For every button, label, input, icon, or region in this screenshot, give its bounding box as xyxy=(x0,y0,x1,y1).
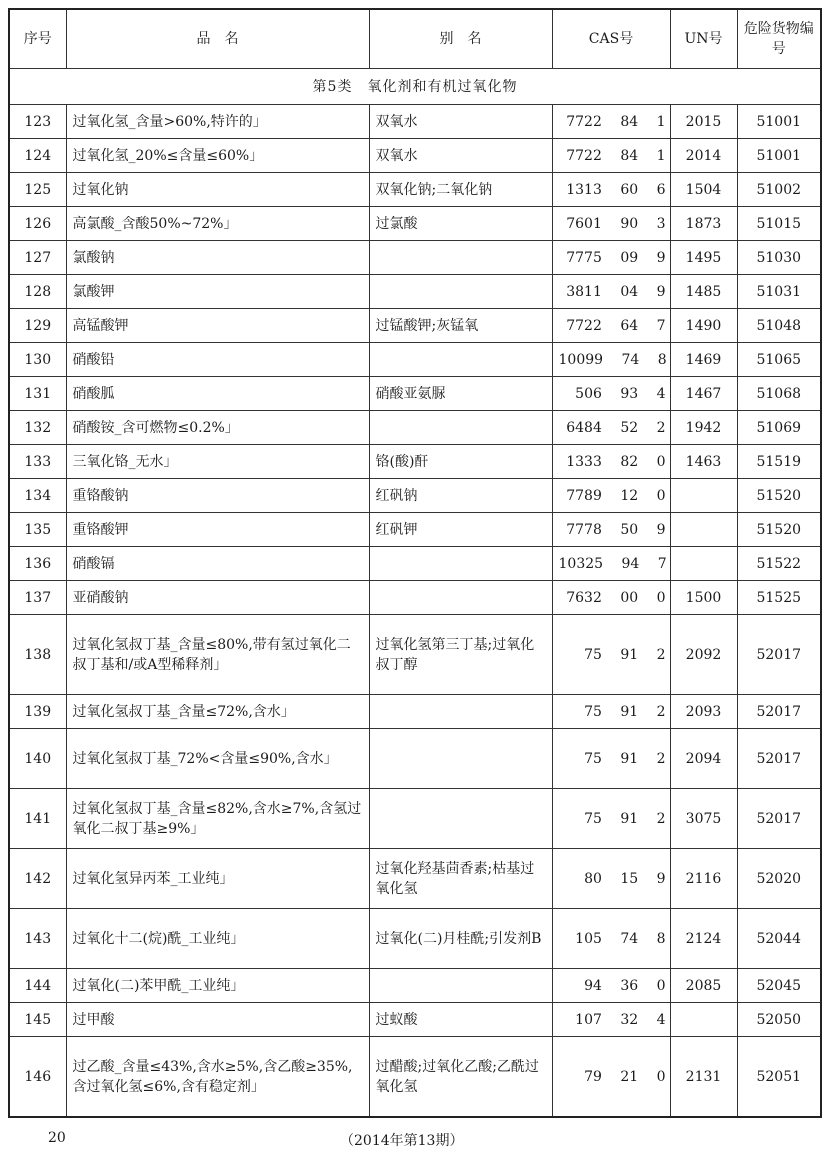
cell-no: 131 xyxy=(9,377,66,411)
cell-code: 52044 xyxy=(737,909,821,969)
cell-no: 134 xyxy=(9,479,66,513)
cell-un: 1469 xyxy=(670,343,737,377)
cell-cas: 7775 09 9 xyxy=(552,241,670,275)
cell-alias xyxy=(369,547,552,581)
cell-un: 1463 xyxy=(670,445,737,479)
cell-un: 1485 xyxy=(670,275,737,309)
category-row xyxy=(9,69,821,105)
cell-code: 51002 xyxy=(737,173,821,207)
cell-un: 1504 xyxy=(670,173,737,207)
cell-code: 51001 xyxy=(737,105,821,139)
cell-name: 过氧化氢异丙苯_工业纯」 xyxy=(66,849,369,909)
cell-un: 1500 xyxy=(670,581,737,615)
cell-name: 过氧化(二)苯甲酰_工业纯」 xyxy=(66,969,369,1003)
cell-cas: 80 15 9 xyxy=(552,849,670,909)
cell-name: 过甲酸 xyxy=(66,1003,369,1037)
cell-un xyxy=(670,547,737,581)
cell-alias xyxy=(369,789,552,849)
header-alias: 别 名 xyxy=(369,9,552,69)
header-cas: CAS号 xyxy=(552,9,670,69)
cell-code: 51001 xyxy=(737,139,821,173)
header-name: 品 名 xyxy=(66,9,369,69)
cell-alias xyxy=(369,343,552,377)
cell-no: 140 xyxy=(9,729,66,789)
cell-code: 52017 xyxy=(737,695,821,729)
page-number: 20 xyxy=(48,1130,66,1146)
cell-no: 129 xyxy=(9,309,66,343)
cell-cas: 75 91 2 xyxy=(552,729,670,789)
cell-un xyxy=(670,513,737,547)
cell-un: 2094 xyxy=(670,729,737,789)
table-row xyxy=(9,479,821,513)
cell-no: 136 xyxy=(9,547,66,581)
cell-no: 125 xyxy=(9,173,66,207)
cell-cas: 1333 82 0 xyxy=(552,445,670,479)
cell-name: 过氧化氢_含量>60%,特许的」 xyxy=(66,105,369,139)
cell-alias xyxy=(369,695,552,729)
header-row xyxy=(9,9,821,69)
cell-name: 高氯酸_含酸50%~72%」 xyxy=(66,207,369,241)
cell-un xyxy=(670,479,737,513)
cell-un: 1495 xyxy=(670,241,737,275)
header-no: 序号 xyxy=(9,9,66,69)
cell-code: 51031 xyxy=(737,275,821,309)
cell-name: 硝酸铵_含可燃物≤0.2%」 xyxy=(66,411,369,445)
cell-cas: 1313 60 6 xyxy=(552,173,670,207)
cell-code: 52017 xyxy=(737,729,821,789)
cell-un: 1942 xyxy=(670,411,737,445)
table-row xyxy=(9,729,821,789)
table-row xyxy=(9,1003,821,1037)
cell-no: 132 xyxy=(9,411,66,445)
cell-alias: 过氧化羟基茴香素;枯基过氧化氢 xyxy=(369,849,552,909)
cell-alias: 铬(酸)酐 xyxy=(369,445,552,479)
issue-label: （2014年第13期） xyxy=(340,1133,464,1149)
cell-alias xyxy=(369,241,552,275)
cell-cas: 75 91 2 xyxy=(552,695,670,729)
cell-cas: 10099 74 8 xyxy=(552,343,670,377)
cell-alias xyxy=(369,729,552,789)
cell-alias: 过锰酸钾;灰锰氧 xyxy=(369,309,552,343)
table-row xyxy=(9,173,821,207)
cell-code: 51520 xyxy=(737,513,821,547)
table-row xyxy=(9,1037,821,1118)
cell-un: 2014 xyxy=(670,139,737,173)
cell-alias: 过氧化氢第三丁基;过氧化叔丁醇 xyxy=(369,615,552,695)
cell-alias: 双氧水 xyxy=(369,105,552,139)
cell-un: 2124 xyxy=(670,909,737,969)
cell-cas: 3811 04 9 xyxy=(552,275,670,309)
cell-alias: 硝酸亚氨脲 xyxy=(369,377,552,411)
cell-name: 氯酸钠 xyxy=(66,241,369,275)
cell-code: 51520 xyxy=(737,479,821,513)
table-row xyxy=(9,241,821,275)
cell-cas: 75 91 2 xyxy=(552,615,670,695)
cell-cas: 105 74 8 xyxy=(552,909,670,969)
cell-cas: 7601 90 3 xyxy=(552,207,670,241)
cell-alias: 过蚁酸 xyxy=(369,1003,552,1037)
cell-alias xyxy=(369,411,552,445)
cell-no: 124 xyxy=(9,139,66,173)
table-row xyxy=(9,309,821,343)
cell-name: 过氧化钠 xyxy=(66,173,369,207)
table-row xyxy=(9,377,821,411)
cell-un: 2092 xyxy=(670,615,737,695)
cell-code: 52050 xyxy=(737,1003,821,1037)
header-un: UN号 xyxy=(670,9,737,69)
cell-no: 128 xyxy=(9,275,66,309)
table-row xyxy=(9,207,821,241)
cell-name: 过氧化氢_20%≤含量≤60%」 xyxy=(66,139,369,173)
cell-no: 127 xyxy=(9,241,66,275)
table-row xyxy=(9,581,821,615)
cell-code: 51519 xyxy=(737,445,821,479)
cell-name: 重铬酸钾 xyxy=(66,513,369,547)
cell-name: 过氧化氢叔丁基_含量≤82%,含水≥7%,含氢过氧化二叔丁基≥9%」 xyxy=(66,789,369,849)
table-row xyxy=(9,849,821,909)
cell-cas: 7632 00 0 xyxy=(552,581,670,615)
cell-un: 1490 xyxy=(670,309,737,343)
cell-no: 146 xyxy=(9,1037,66,1118)
cell-name: 过氧化氢叔丁基_含量≤80%,带有氢过氧化二叔丁基和/或A型稀释剂」 xyxy=(66,615,369,695)
cell-no: 141 xyxy=(9,789,66,849)
cell-name: 三氧化铬_无水」 xyxy=(66,445,369,479)
cell-name: 重铬酸钠 xyxy=(66,479,369,513)
cell-alias xyxy=(369,275,552,309)
cell-cas: 94 36 0 xyxy=(552,969,670,1003)
cell-cas: 79 21 0 xyxy=(552,1037,670,1118)
cell-code: 52020 xyxy=(737,849,821,909)
chemical-table xyxy=(8,8,822,1118)
cell-un: 2085 xyxy=(670,969,737,1003)
cell-code: 51068 xyxy=(737,377,821,411)
table-row xyxy=(9,969,821,1003)
cell-un xyxy=(670,1003,737,1037)
cell-no: 143 xyxy=(9,909,66,969)
cell-name: 过氧化十二(烷)酰_工业纯」 xyxy=(66,909,369,969)
cell-code: 52045 xyxy=(737,969,821,1003)
cell-name: 氯酸钾 xyxy=(66,275,369,309)
cell-name: 过氧化氢叔丁基_72%<含量≤90%,含水」 xyxy=(66,729,369,789)
cell-code: 51522 xyxy=(737,547,821,581)
cell-cas: 7722 64 7 xyxy=(552,309,670,343)
cell-un: 1873 xyxy=(670,207,737,241)
cell-code: 51030 xyxy=(737,241,821,275)
category-title: 第5类 氧化剂和有机过氧化物 xyxy=(9,69,821,105)
cell-code: 51065 xyxy=(737,343,821,377)
header-code: 危险货物编号 xyxy=(737,9,821,69)
cell-no: 137 xyxy=(9,581,66,615)
cell-cas: 7778 50 9 xyxy=(552,513,670,547)
cell-un: 2093 xyxy=(670,695,737,729)
cell-alias xyxy=(369,969,552,1003)
table-row xyxy=(9,513,821,547)
cell-code: 51069 xyxy=(737,411,821,445)
cell-no: 126 xyxy=(9,207,66,241)
cell-code: 51525 xyxy=(737,581,821,615)
table-row xyxy=(9,547,821,581)
cell-name: 硝酸胍 xyxy=(66,377,369,411)
cell-code: 52017 xyxy=(737,789,821,849)
cell-name: 硝酸铅 xyxy=(66,343,369,377)
table-row xyxy=(9,139,821,173)
table-row xyxy=(9,105,821,139)
cell-alias: 过氯酸 xyxy=(369,207,552,241)
cell-no: 145 xyxy=(9,1003,66,1037)
table-row xyxy=(9,445,821,479)
table-row xyxy=(9,275,821,309)
cell-alias: 过醋酸;过氧化乙酸;乙酰过氧化氢 xyxy=(369,1037,552,1118)
cell-code: 52051 xyxy=(737,1037,821,1118)
cell-name: 亚硝酸钠 xyxy=(66,581,369,615)
cell-alias: 过氧化(二)月桂酰;引发剂B xyxy=(369,909,552,969)
cell-cas: 75 91 2 xyxy=(552,789,670,849)
cell-cas: 7722 84 1 xyxy=(552,105,670,139)
cell-cas: 506 93 4 xyxy=(552,377,670,411)
table-row xyxy=(9,909,821,969)
cell-cas: 107 32 4 xyxy=(552,1003,670,1037)
cell-no: 138 xyxy=(9,615,66,695)
cell-name: 过氧化氢叔丁基_含量≤72%,含水」 xyxy=(66,695,369,729)
cell-cas: 7789 12 0 xyxy=(552,479,670,513)
table-row xyxy=(9,615,821,695)
cell-no: 139 xyxy=(9,695,66,729)
cell-cas: 6484 52 2 xyxy=(552,411,670,445)
cell-name: 高锰酸钾 xyxy=(66,309,369,343)
cell-alias xyxy=(369,581,552,615)
cell-code: 51015 xyxy=(737,207,821,241)
cell-name: 过乙酸_含量≤43%,含水≥5%,含乙酸≥35%,含过氧化氢≤6%,含有稳定剂」 xyxy=(66,1037,369,1118)
cell-un: 2116 xyxy=(670,849,737,909)
cell-alias: 红矾钠 xyxy=(369,479,552,513)
cell-no: 123 xyxy=(9,105,66,139)
table-row xyxy=(9,695,821,729)
cell-no: 144 xyxy=(9,969,66,1003)
cell-no: 130 xyxy=(9,343,66,377)
cell-un: 1467 xyxy=(670,377,737,411)
cell-cas: 7722 84 1 xyxy=(552,139,670,173)
cell-code: 51048 xyxy=(737,309,821,343)
cell-alias: 双氧水 xyxy=(369,139,552,173)
cell-no: 135 xyxy=(9,513,66,547)
cell-cas: 10325 94 7 xyxy=(552,547,670,581)
cell-alias: 红矾钾 xyxy=(369,513,552,547)
cell-name: 硝酸镉 xyxy=(66,547,369,581)
table-row xyxy=(9,343,821,377)
cell-un: 2015 xyxy=(670,105,737,139)
cell-no: 133 xyxy=(9,445,66,479)
table-row xyxy=(9,789,821,849)
table-row xyxy=(9,411,821,445)
cell-un: 3075 xyxy=(670,789,737,849)
cell-un: 2131 xyxy=(670,1037,737,1118)
cell-alias: 双氧化钠;二氧化钠 xyxy=(369,173,552,207)
cell-code: 52017 xyxy=(737,615,821,695)
cell-no: 142 xyxy=(9,849,66,909)
